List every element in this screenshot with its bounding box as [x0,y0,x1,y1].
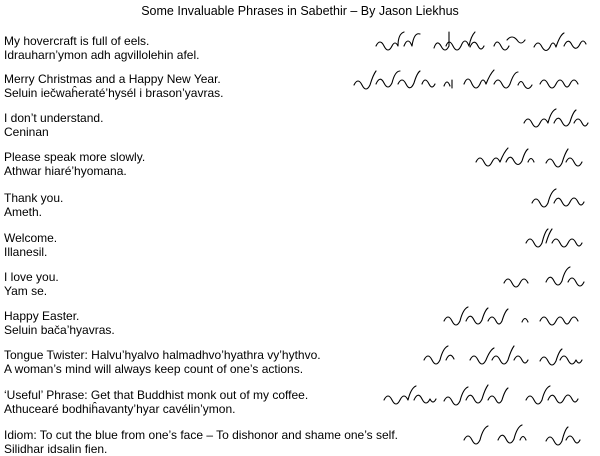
phrase-entry [4,191,444,219]
phrase-entry [4,231,444,259]
sabethir-script-icon [352,64,592,94]
english-phrase: I love you. [4,270,59,284]
phrase-entry [4,309,444,337]
english-phrase: Please speak more slowly. [4,150,146,164]
english-phrase: Tongue Twister: Halvu’hyalvo halmadhvo’hyathra vy’hythvo. [4,348,321,362]
sabethir-phrase: Silidhar idsalin fien. [4,442,108,456]
sabethir-phrase: Ameth. [4,205,43,219]
sabethir-phrase: Athuceаré bodhiĥavanty’hyar cavélin’ymon. [4,402,236,416]
sabethir-script-icon [374,26,592,56]
sabethir-script-icon [530,183,592,213]
sabethir-phrase: Seluin bača’hyavras. [4,323,115,337]
phrase-entry [4,150,444,178]
english-phrase: Welcome. [4,231,58,245]
sabethir-phrase: Athwar hiaré’hyomana. [4,164,127,178]
sabethir-script-icon [382,380,592,410]
sabethir-script-icon [502,262,592,292]
english-phrase: Merry Christmas and a Happy New Year. [4,72,221,86]
sabethir-phrase: Idrauharn’ymon adh agvillolehin afel. [4,48,200,62]
sabethir-script-icon [462,420,592,450]
phrase-entry [4,111,444,139]
english-phrase: Thank you. [4,191,64,205]
sabethir-phrase: Illanesil. [4,245,48,259]
sabethir-script-icon [442,301,592,331]
sabethir-script-icon [422,340,592,370]
english-phrase: Happy Easter. [4,309,80,323]
phrase-entry [4,270,444,298]
sabethir-script-icon [474,142,592,172]
phrase-entry [4,348,444,376]
sabethir-phrase: Yam se. [4,284,48,298]
sabethir-phrase: A woman’s mind will always keep count of one’s actions. [4,362,304,376]
sabethir-script-icon [524,223,592,253]
sabethir-phrase: Ceninan [4,125,49,139]
phrase-entry [4,428,444,456]
sabethir-phrase: Seluin iečwaĥeraté’hysél i brason’yavras. [4,86,224,100]
english-phrase: Idiom: To cut the blue from one’s face – To dishonor and shame one’s self. [4,428,399,442]
page-title: Some Invaluable Phrases in Sabethir – By Jason Liekhus [141,4,459,18]
english-phrase: My hovercraft is full of eels. [4,34,150,48]
phrase-entry [4,388,444,416]
english-phrase: ‘Useful’ Phrase: Get that Buddhist monk out of my coffee. [4,388,309,402]
english-phrase: I don’t understand. [4,111,104,125]
sabethir-script-icon [522,103,592,133]
